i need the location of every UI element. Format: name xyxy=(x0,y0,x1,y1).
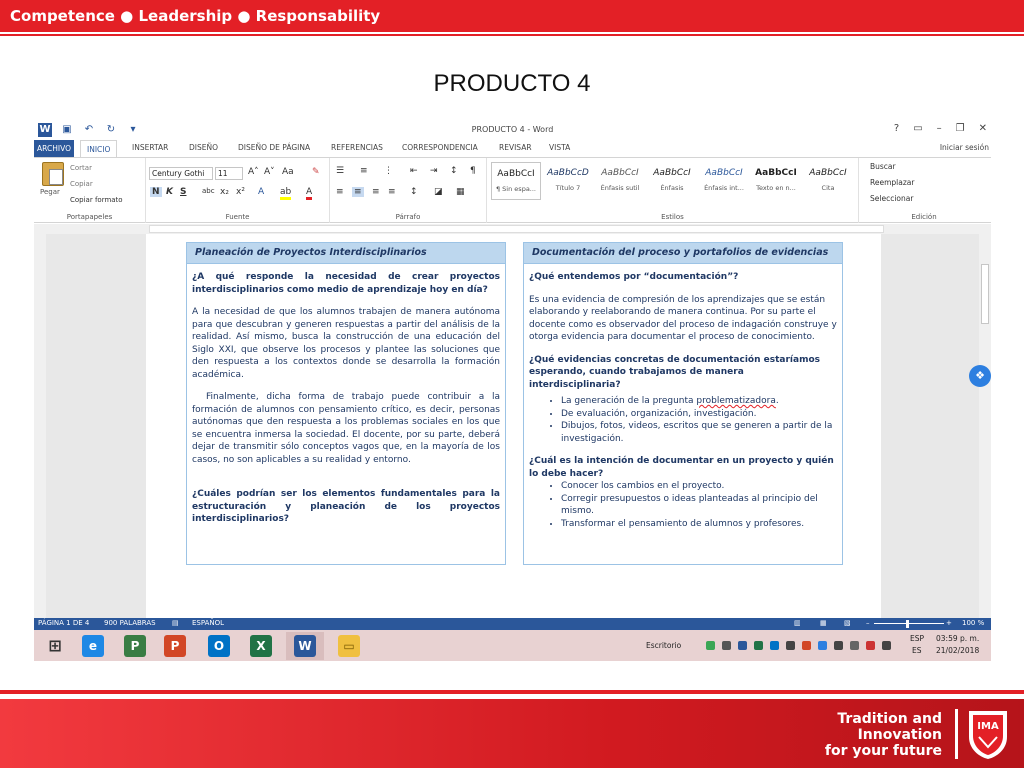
style-subtle-emphasis[interactable] xyxy=(595,162,645,200)
clock-date[interactable]: 21/02/2018 xyxy=(936,646,980,655)
vertical-scrollbar[interactable] xyxy=(979,234,991,618)
proofing-icon[interactable]: ▤ xyxy=(172,619,179,627)
style-sample: AaBbCcI xyxy=(653,168,691,178)
dropbox-icon[interactable]: ❖ xyxy=(969,365,991,387)
scroll-thumb[interactable] xyxy=(981,264,989,324)
tab-revisar[interactable]: REVISAR xyxy=(499,143,532,152)
save-icon[interactable]: ▣ xyxy=(62,124,72,135)
right-paragraph-1: Es una evidencia de compresión de los aprendizajes que se están elaborando y reelaborando de manera continua. Por su parte el docente como es observador del proceso de indagación construye y otorga evidencia para documentar el proceso de conocimiento. xyxy=(529,294,837,342)
select-button[interactable]: Seleccionar xyxy=(870,194,914,203)
ima-logo xyxy=(965,707,1011,761)
right-question-3: ¿Cuál es la intención de documentar en un proyecto y quién lo debe hacer? xyxy=(529,456,834,479)
grow-font-icon[interactable]: A˄ xyxy=(248,167,259,177)
minimize-button[interactable]: – xyxy=(936,123,942,134)
show-marks-icon[interactable]: ¶ xyxy=(470,166,476,176)
tab-referencias[interactable]: REFERENCIAS xyxy=(331,143,383,152)
italic-icon[interactable]: K xyxy=(166,187,173,197)
tab-correspondencia[interactable]: CORRESPONDENCIA xyxy=(402,143,478,152)
start-button[interactable]: ⊞ xyxy=(48,636,62,655)
bottom-divider xyxy=(0,690,1024,694)
tray-icon[interactable] xyxy=(802,641,811,650)
find-button[interactable]: Buscar xyxy=(870,162,896,171)
list-item: • Conocer los cambios en el proyecto. xyxy=(561,480,837,493)
list-item: • Transformar el pensamiento de alumnos y profesores. xyxy=(561,518,837,531)
style-no-spacing[interactable] xyxy=(491,162,541,200)
left-panel-heading: Planeación de Proyectos Interdisciplinarios xyxy=(187,243,505,264)
ribbon-tabs xyxy=(34,140,991,157)
styles-label: Estilos xyxy=(661,213,684,221)
paragraph-label: Párrafo xyxy=(395,213,421,221)
window-title: PRODUCTO 4 - Word xyxy=(471,125,554,134)
tab-diseno-pagina[interactable]: DISEÑO DE PÁGINA xyxy=(238,143,311,152)
print-layout-icon[interactable]: ▦ xyxy=(820,619,827,627)
spelling-error[interactable]: problematizadora xyxy=(696,396,776,406)
left-paragraph-1: A la necesidad de que los alumnos trabajen de manera autónoma para que descubran y generen respuestas a partir del análisis de la realidad. Así mismo, busca la construcción de una educación del Siglo XXI, que observe los procesos y plantee las soluciones que den respuesta a los contextos donde se desarrolla la formación académica. xyxy=(192,307,500,380)
style-sample: AaBbCcI xyxy=(755,168,797,178)
multilevel-list-icon[interactable]: ⋮ xyxy=(384,166,393,176)
footer-tag-line-1: Tradition and xyxy=(837,711,942,727)
font-label: Fuente xyxy=(225,213,250,221)
tab-diseno[interactable]: DISEÑO xyxy=(189,143,219,152)
tray-icon[interactable] xyxy=(818,641,827,650)
format-painter-button[interactable]: Copiar formato xyxy=(70,196,123,204)
font-name-box[interactable]: Century Gothi xyxy=(149,167,213,180)
excel-icon[interactable]: X xyxy=(242,632,280,660)
style-strong[interactable] xyxy=(751,162,801,200)
footer-tag-line-3: for your future xyxy=(824,743,942,759)
footer-tag-line-2: Innovation xyxy=(857,727,942,743)
tray-icon[interactable] xyxy=(882,641,891,650)
numbering-icon[interactable]: ≡ xyxy=(360,166,368,176)
windows-taskbar xyxy=(34,630,991,661)
document-area xyxy=(46,234,979,618)
style-sample: AaBbCcI xyxy=(705,168,743,178)
font-color-icon[interactable]: A xyxy=(306,187,312,200)
tab-inicio[interactable]: INICIO xyxy=(80,140,117,158)
slide-tagline: Competence ● Leadership ● Responsability xyxy=(10,7,381,25)
internet-explorer-icon[interactable]: e xyxy=(74,632,112,660)
web-layout-icon[interactable]: ▧ xyxy=(844,619,851,627)
style-name: Énfasis int... xyxy=(704,184,744,192)
shrink-font-icon[interactable]: A˅ xyxy=(264,167,275,177)
tray-icon[interactable] xyxy=(738,641,747,650)
horizontal-ruler xyxy=(34,224,991,234)
file-explorer-icon[interactable]: ▭ xyxy=(330,632,368,660)
svg-text:IMA: IMA xyxy=(977,721,999,732)
word-window xyxy=(34,120,991,661)
vertical-ruler xyxy=(34,234,46,618)
bullets-icon[interactable]: ☰ xyxy=(336,166,345,176)
language-code-1[interactable]: ESP xyxy=(910,634,925,643)
superscript-icon[interactable]: x² xyxy=(236,187,245,197)
page-count[interactable]: PÁGINA 1 DE 4 xyxy=(38,619,90,627)
editing-label: Edición xyxy=(911,213,937,221)
list-item: • La generación de la pregunta problematizadora. xyxy=(561,395,837,408)
outlook-icon[interactable]: O xyxy=(200,632,238,660)
document-page[interactable] xyxy=(146,234,881,618)
tray-icon[interactable] xyxy=(770,641,779,650)
underline-icon[interactable]: S xyxy=(180,187,187,197)
clipboard-label: Portapapeles xyxy=(66,213,113,221)
read-mode-icon[interactable]: ▥ xyxy=(794,619,801,627)
footer-tagline xyxy=(825,711,942,759)
network-icon[interactable] xyxy=(850,641,859,650)
top-banner xyxy=(0,0,1024,32)
help-button[interactable]: ? xyxy=(893,123,900,134)
style-name: Énfasis sutil xyxy=(600,184,640,192)
tray-icon[interactable] xyxy=(722,641,731,650)
text-effects-icon[interactable]: A xyxy=(258,187,265,197)
zoom-level[interactable]: 100 % xyxy=(962,619,985,627)
justify-icon[interactable]: ≡ xyxy=(388,187,396,197)
powerpoint-icon[interactable]: P xyxy=(156,632,194,660)
style-name: Énfasis xyxy=(660,184,684,192)
align-center-icon[interactable]: ≡ xyxy=(354,187,362,197)
style-sample: AaBbCcI xyxy=(601,168,639,178)
paste-icon[interactable] xyxy=(42,162,64,186)
left-panel xyxy=(186,242,506,565)
tray-icon[interactable] xyxy=(706,641,715,650)
zoom-out-icon[interactable]: – xyxy=(866,619,870,627)
style-name: Texto en n... xyxy=(756,184,796,192)
zoom-in-icon[interactable]: + xyxy=(946,619,952,627)
bold-icon[interactable]: N xyxy=(152,187,160,197)
style-sample: AaBbCcI xyxy=(809,168,847,178)
ribbon xyxy=(34,157,991,223)
left-question-1: ¿A qué responde la necesidad de crear proyectos interdisciplinarios como medio de aprendizaje hoy en día? xyxy=(192,272,500,295)
tray-icon[interactable] xyxy=(786,641,795,650)
decrease-indent-icon[interactable]: ⇤ xyxy=(410,166,418,176)
list-item: • Dibujos, fotos, videos, escritos que se generen a partir de la investigación. xyxy=(561,420,837,445)
shading-icon[interactable]: ◪ xyxy=(434,187,443,197)
right-panel-heading: Documentación del proceso y portafolios de evidencias xyxy=(524,243,842,264)
word-app-icon: W xyxy=(39,124,51,135)
top-divider xyxy=(0,34,1024,36)
ribbon-display-button[interactable]: ▭ xyxy=(913,123,923,134)
close-button[interactable]: ✕ xyxy=(978,123,987,134)
left-question-2: ¿Cuáles podrían ser los elementos fundamentales para la estructuración y planeación de los proyectos interdisciplinarios? xyxy=(192,489,500,524)
zoom-slider-knob[interactable] xyxy=(906,620,909,628)
subscript-icon[interactable]: x₂ xyxy=(220,187,229,197)
increase-indent-icon[interactable]: ⇥ xyxy=(430,166,438,176)
project-icon[interactable]: P xyxy=(116,632,154,660)
copy-button[interactable]: Copiar xyxy=(70,180,93,188)
restore-button[interactable]: ❐ xyxy=(955,123,965,134)
change-case-icon[interactable]: Aa xyxy=(282,167,294,177)
zoom-slider[interactable] xyxy=(874,623,944,624)
line-spacing-icon[interactable]: ↕ xyxy=(410,187,418,197)
evidence-list xyxy=(561,395,837,445)
style-sample: AaBbCcI xyxy=(497,169,535,179)
sign-in-link[interactable]: Iniciar sesión xyxy=(939,143,989,152)
customize-qat-icon[interactable]: ▾ xyxy=(130,124,136,135)
clock-time[interactable]: 03:59 p. m. xyxy=(936,634,980,643)
desktop-toolbar-label[interactable]: Escritorio xyxy=(646,641,682,650)
style-name: Título 7 xyxy=(555,184,581,192)
borders-icon[interactable]: ▦ xyxy=(456,187,465,197)
sort-icon[interactable]: ↕ xyxy=(450,166,458,176)
ruler-track[interactable] xyxy=(149,225,884,233)
tab-insertar[interactable]: INSERTAR xyxy=(132,143,169,152)
undo-icon[interactable]: ↶ xyxy=(84,124,94,135)
font-group xyxy=(146,158,330,223)
align-right-icon[interactable]: ≡ xyxy=(372,187,380,197)
language-code-2[interactable]: ES xyxy=(912,646,922,655)
style-sample: AaBbCcD xyxy=(547,168,589,178)
right-question-2: ¿Qué evidencias concretas de documentación estaríamos esperando, cuando trabajamos de manera interdisciplinaria? xyxy=(529,354,820,390)
title-bar xyxy=(34,120,991,140)
highlight-icon[interactable]: ab xyxy=(280,187,291,200)
font-size-box[interactable]: 11 xyxy=(215,167,243,180)
language-indicator[interactable]: ESPAÑOL xyxy=(192,619,225,627)
word-count[interactable]: 900 PALABRAS xyxy=(104,619,156,627)
bottom-banner xyxy=(0,699,1024,768)
left-paragraph-2: Finalmente, dicha forma de trabajo puede contribuir a la formación de alumnos con pensamiento crítico, es decir, personas autónomas que den respuesta a los problemas sociales en los que se encuentra inmersa la sociedad. El docente, por su parte, deberá dejar de transmitir sólo conceptos vagos que, en la mayoría de los casos, no son aplicables a su realidad y entorno. xyxy=(192,392,500,465)
paste-button[interactable]: Pegar xyxy=(40,188,60,196)
style-intense-emphasis[interactable] xyxy=(699,162,749,200)
window-controls xyxy=(894,123,987,134)
align-left-icon[interactable]: ≡ xyxy=(336,187,344,197)
strikethrough-icon[interactable]: abc xyxy=(202,187,215,195)
right-panel xyxy=(523,242,843,565)
intention-list xyxy=(561,480,837,530)
volume-icon[interactable] xyxy=(834,641,843,650)
styles-group xyxy=(487,158,859,223)
list-item: • Corregir presupuestos o ideas planteadas al principio del mismo. xyxy=(561,493,837,518)
tab-vista[interactable]: VISTA xyxy=(549,143,571,152)
status-bar xyxy=(34,618,991,630)
style-quote[interactable] xyxy=(803,162,853,200)
editing-group xyxy=(864,158,984,223)
style-emphasis[interactable] xyxy=(647,162,697,200)
list-item: • De evaluación, organización, investigación. xyxy=(561,408,837,421)
style-name: Cita xyxy=(821,184,835,192)
cut-button[interactable]: Cortar xyxy=(70,164,92,172)
logo-divider xyxy=(955,709,958,759)
action-center-icon[interactable] xyxy=(866,641,875,650)
word-taskbar-icon[interactable]: W xyxy=(286,632,324,660)
right-question-1: ¿Qué entendemos por “documentación”? xyxy=(529,272,739,282)
style-name: ¶ Sin espa... xyxy=(495,185,536,193)
style-title-7[interactable] xyxy=(543,162,593,200)
redo-icon[interactable]: ↻ xyxy=(106,124,116,135)
slide-title: PRODUCTO 4 xyxy=(433,70,591,97)
clipboard-group xyxy=(34,158,146,223)
paragraph-group xyxy=(330,158,487,223)
tray-icon[interactable] xyxy=(754,641,763,650)
clear-format-icon[interactable]: ✎ xyxy=(312,167,320,177)
replace-button[interactable]: Reemplazar xyxy=(870,178,915,187)
tab-archivo[interactable]: ARCHIVO xyxy=(34,140,74,157)
